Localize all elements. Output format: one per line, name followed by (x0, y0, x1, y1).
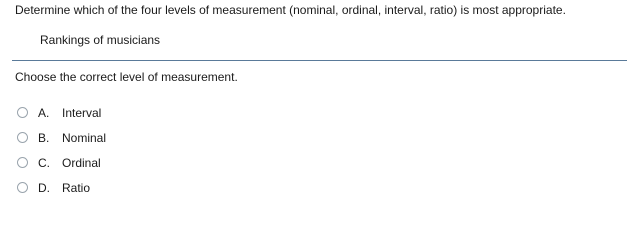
option-c[interactable] (15, 150, 106, 175)
option-letter: B. (38, 130, 50, 145)
question-prompt: Rankings of musicians (40, 33, 161, 47)
option-label: Interval (62, 105, 102, 120)
option-letter: C. (38, 155, 50, 170)
option-label: Ordinal (62, 155, 101, 170)
question-text: Determine which of the four levels of measurement (nominal, ordinal, interval, ratio) is most appropriate. (15, 3, 566, 17)
option-label: Ratio (62, 180, 91, 195)
option-letter: D. (38, 180, 50, 195)
option-b[interactable] (15, 125, 106, 150)
option-letter: A. (38, 105, 50, 120)
divider (12, 60, 627, 61)
answer-options (15, 100, 106, 200)
radio-button-c[interactable] (17, 157, 28, 168)
radio-button-d[interactable] (17, 182, 28, 193)
radio-button-b[interactable] (17, 132, 28, 143)
instruction-text: Choose the correct level of measurement. (15, 70, 238, 84)
radio-button-a[interactable] (17, 107, 28, 118)
option-label: Nominal (62, 130, 107, 145)
option-d[interactable] (15, 175, 106, 200)
option-a[interactable] (15, 100, 106, 125)
